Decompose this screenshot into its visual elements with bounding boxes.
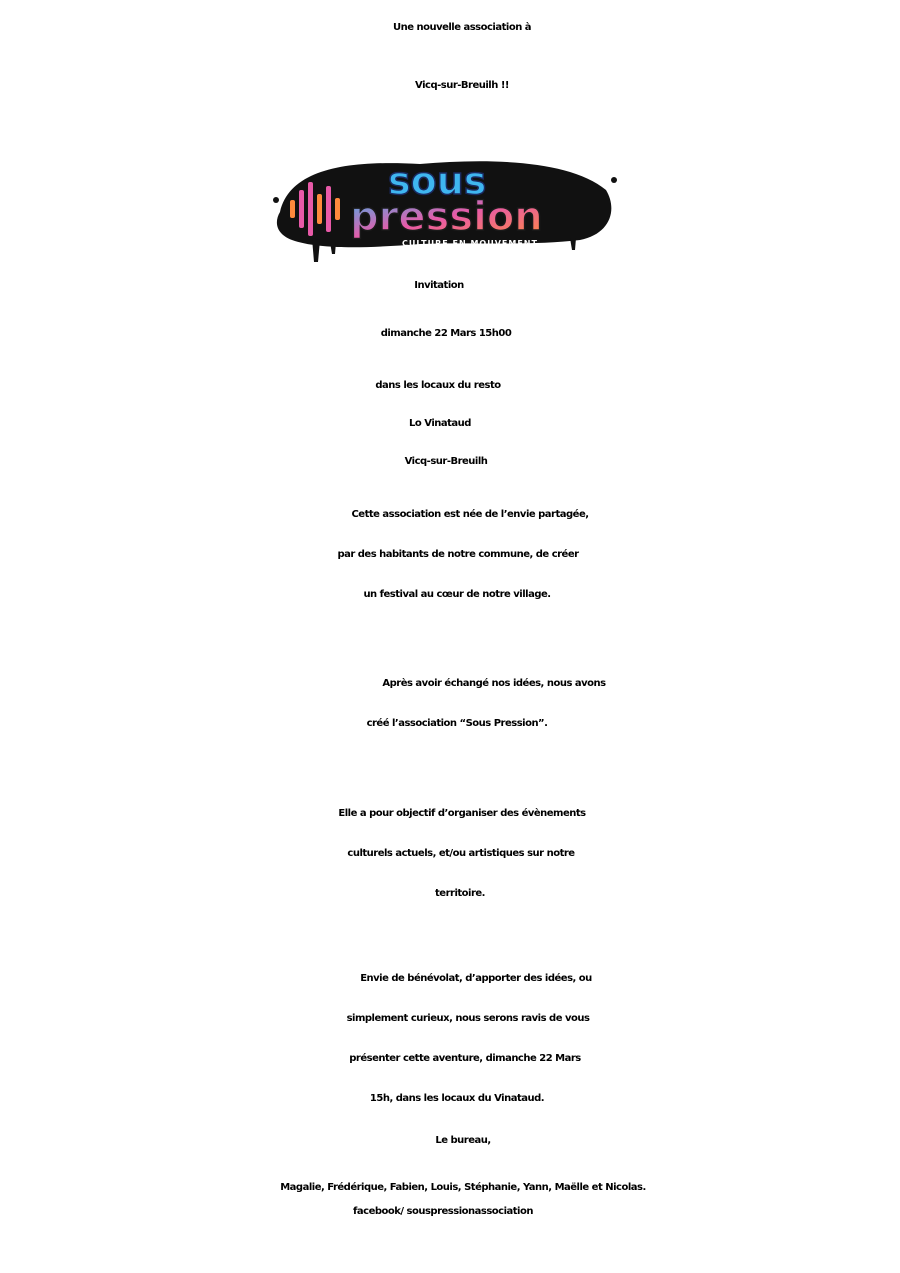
paragraph-3-line: culturels actuels, et/ou artistiques sur notre — [347, 848, 575, 859]
facebook-link[interactable]: facebook/ souspressionassociation — [353, 1206, 533, 1217]
paragraph-3-line: territoire. — [435, 888, 485, 899]
paragraph-1-line: un festival au cœur de notre village. — [363, 589, 551, 600]
invitation-date: dimanche 22 Mars 15h00 — [380, 328, 512, 339]
logo-word-sous: sous — [388, 159, 487, 203]
logo-word-pression: pression — [350, 194, 543, 240]
paragraph-4-line: Envie de bénévolat, d’apporter des idées, ou — [360, 973, 592, 984]
invitation-place-2: Lo Vinataud — [409, 418, 471, 429]
invitation-heading: Invitation — [414, 280, 464, 291]
signature-label: Le bureau, — [435, 1135, 491, 1146]
logo-tagline: CULTURE EN MOUVEMENT — [402, 239, 538, 248]
signature-names: Magalie, Frédérique, Fabien, Louis, Stéphanie, Yann, Maëlle et Nicolas. — [280, 1182, 646, 1193]
paragraph-4-line: présenter cette aventure, dimanche 22 Mars — [349, 1053, 581, 1064]
invitation-place-3: Vicq-sur-Breuilh — [404, 456, 488, 467]
paragraph-4-line: simplement curieux, nous serons ravis de vous — [346, 1013, 590, 1024]
title-line-1: Une nouvelle association à — [392, 22, 532, 33]
paragraph-2-line: créé l’association “Sous Pression”. — [366, 718, 548, 729]
paragraph-1-line: Cette association est née de l’envie partagée, — [351, 509, 589, 520]
invitation-place-1: dans les locaux du resto — [375, 380, 501, 391]
paragraph-4-line: 15h, dans les locaux du Vinataud. — [369, 1093, 545, 1104]
paragraph-3-line: Elle a pour objectif d’organiser des évènements — [338, 808, 586, 819]
paragraph-1-line: par des habitants de notre commune, de créer — [337, 549, 579, 560]
paragraph-2-line: Après avoir échangé nos idées, nous avons — [382, 678, 606, 689]
title-line-2: Vicq-sur-Breuilh !! — [415, 80, 509, 91]
sous-pression-logo — [270, 150, 620, 268]
